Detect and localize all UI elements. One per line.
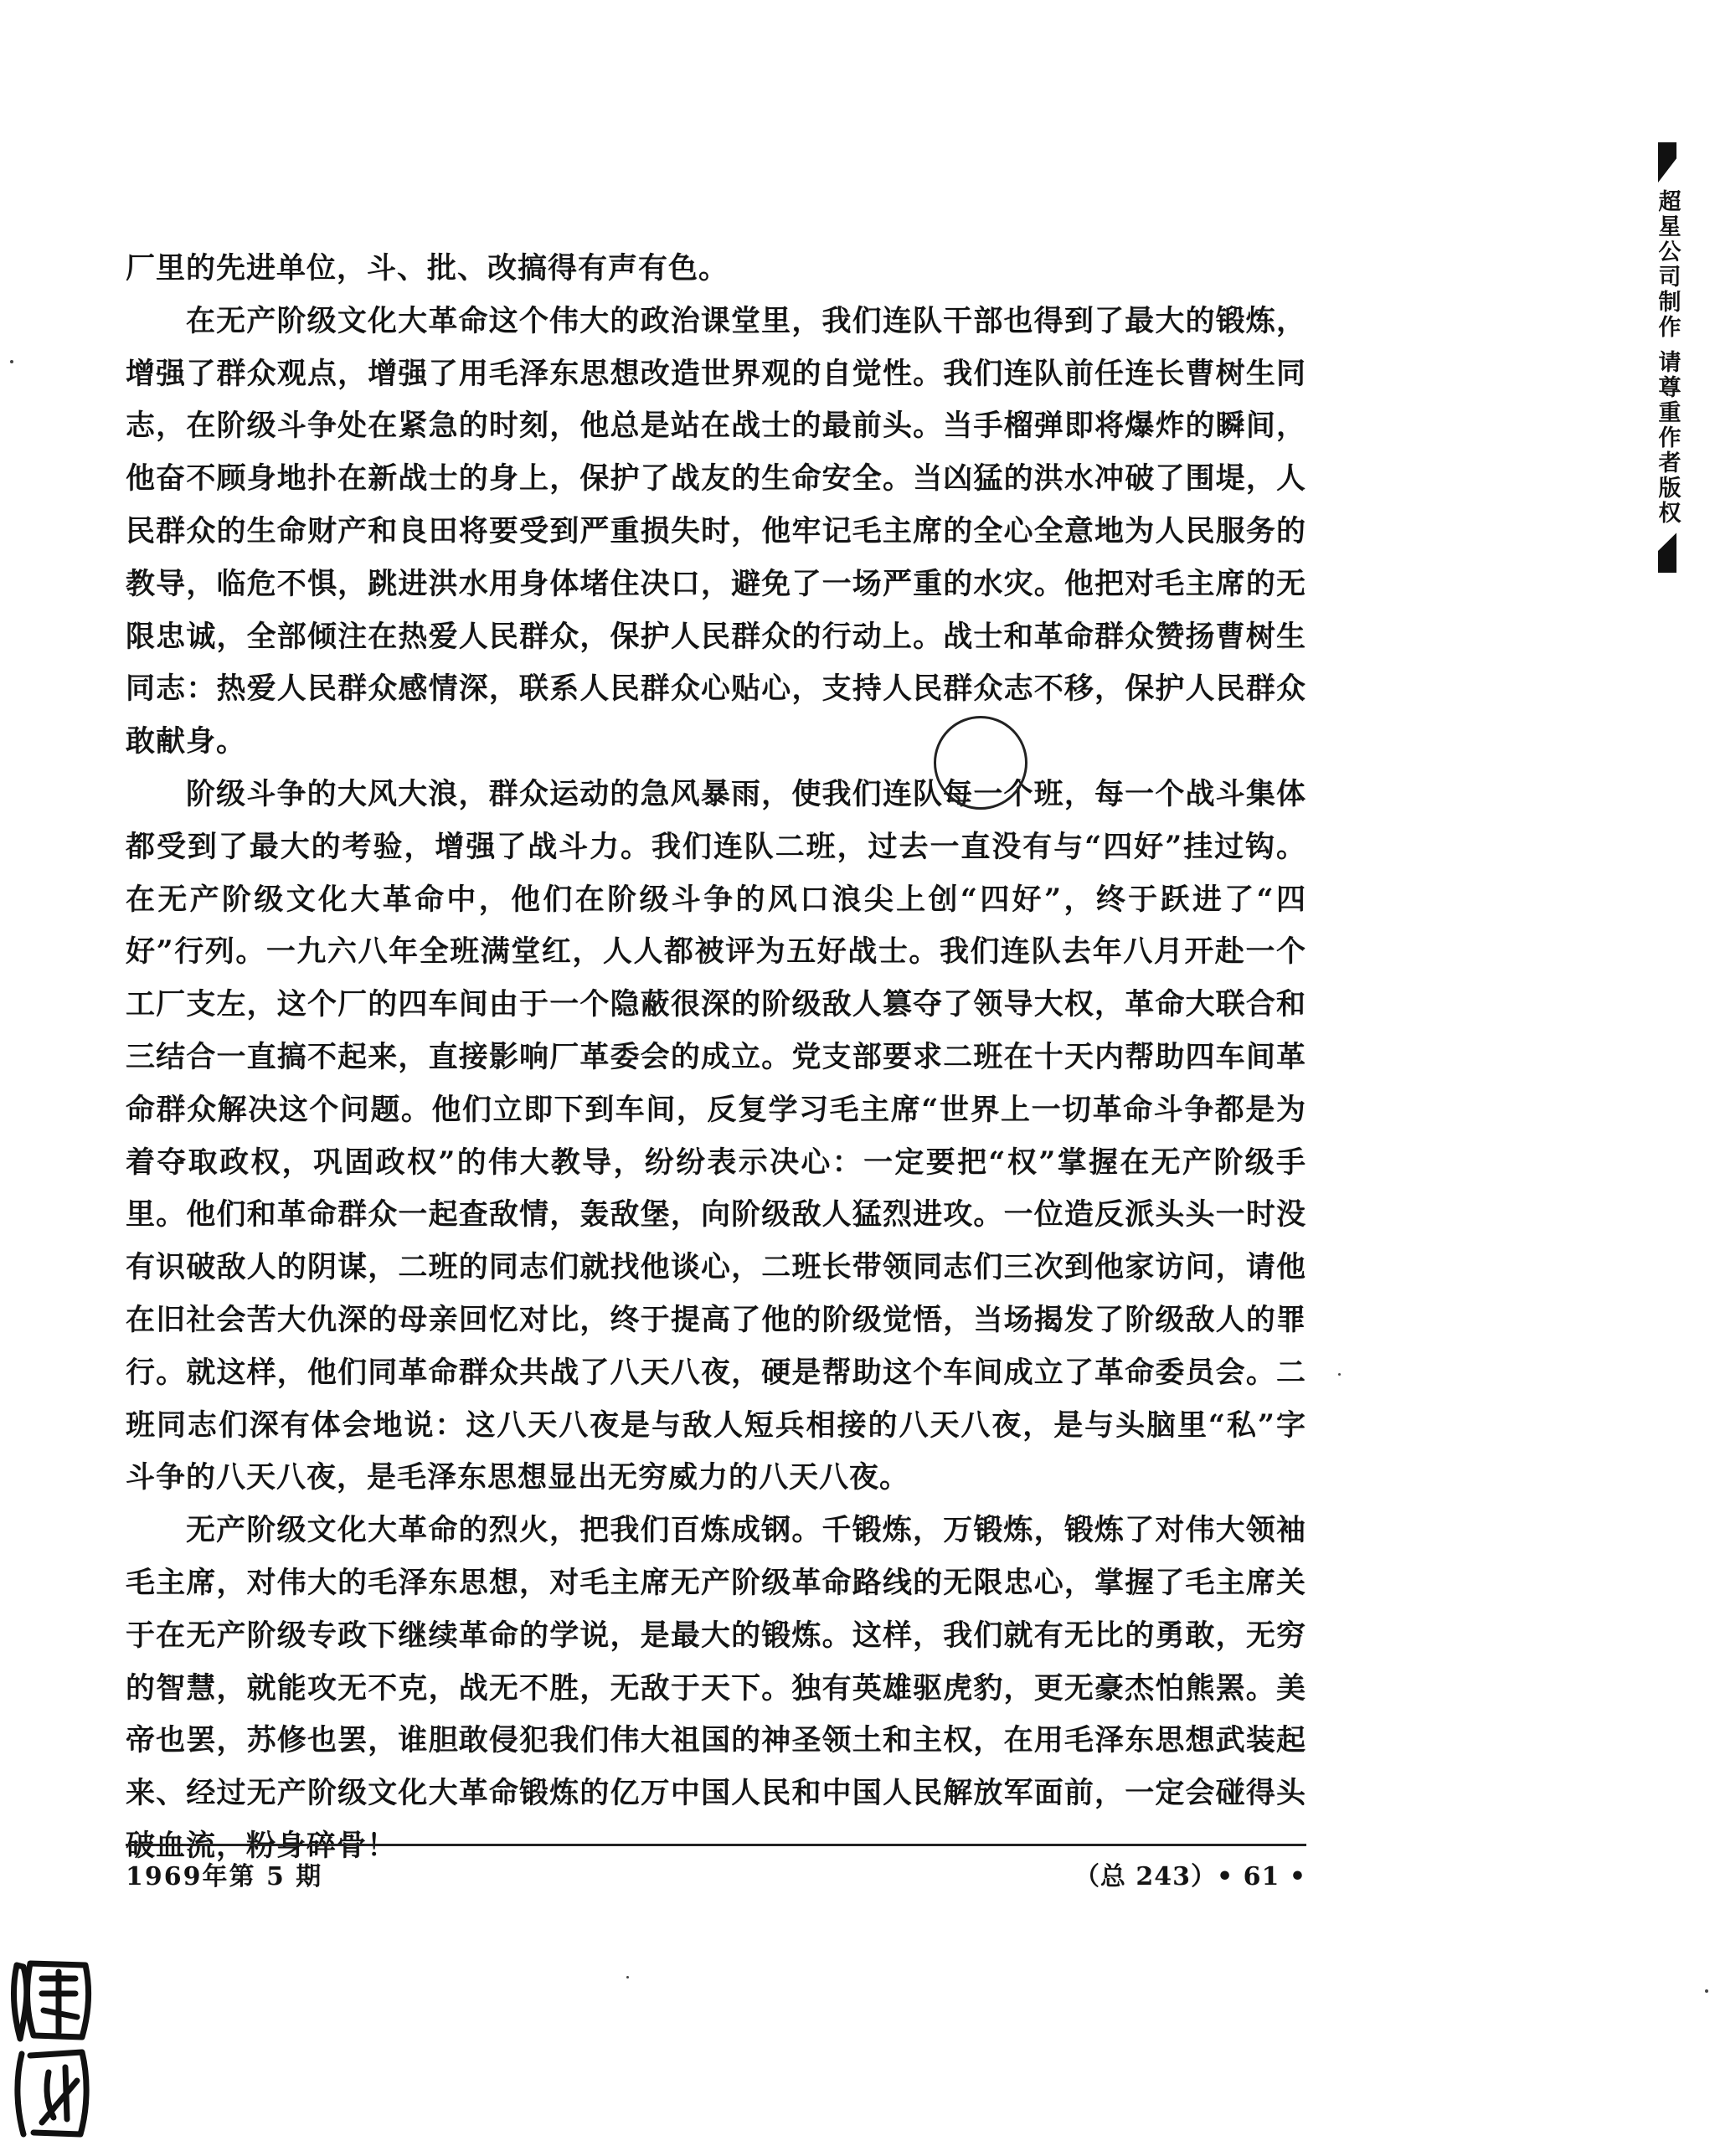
page-number: （总 243）• 61 • xyxy=(1074,1862,1306,1891)
strip-bar-bottom xyxy=(1658,533,1676,573)
ink-circle-mark xyxy=(934,716,1027,810)
text-run: 的伟大教导，纷纷表示决心：一定要把“权”掌握在无产阶级手里。他们和革命群众一起查敌情，轰敌堡，向阶级敌人猛烈进攻。一位造反派头头一时没有识破敌人的阴谋，二班的同志们就找他谈心，二班长带领同志们三次到他家访问，请他在旧社会苦大仇深的母亲回忆对比，终于提高了他的阶级觉悟，当场揭发了阶级敌人的罪行。就这样，他们同革命群众共战了八天八夜，硬是帮助这个车间成立了革命委员会。二班同志们深有体会地说：这八天八夜是与敌人短兵相接的八天八夜，是与头脑里“私”字斗争的八天八夜，是毛泽东思想显出无穷威力的八天八夜。 xyxy=(126,1145,1306,1495)
emphasis-quote: 独有英雄驱虎豹，更无豪杰怕熊罴。 xyxy=(791,1670,1276,1706)
emphasis-quote: “世界上一切革命斗争都是为着夺取政权，巩固政权” xyxy=(126,1092,1306,1180)
paragraph xyxy=(126,769,1306,1505)
paragraph xyxy=(126,296,1306,769)
strip-bar-top xyxy=(1658,142,1676,183)
text-run: 阶级斗争的大风大浪，群众运动的急风暴雨，使我们连队每一个班，每一个战斗集体都受到了最大的考验，增强了战斗力。我们连队二班，过去一直没有与“四好”挂过钩。在无产阶级文化大革命中，他们在阶级斗争的风口浪尖上创“四好”，终于跃进了“四好”行列。一九六八年全班满堂红，人人都被评为五好战士。我们连队去年八月开赴一个工厂支左，这个厂的四车间由于一个隐蔽很深的阶级敌人篡夺了领导大权，革命大联合和三结合一直搞不起来，直接影响厂革委会的成立。党支部要求二班在十天内帮助四车间革命群众解决这个问题。他们立即下到车间，反复学习毛主席 xyxy=(126,776,1306,1127)
emphasis-quote: 全心全意地为人民服务 xyxy=(973,513,1276,548)
text-run: 的教导，临危不惧，跳进洪水用身体堵住决口，避免了一场严重的水灾。他把对毛主席的无限忠诚，全部倾注在热爱人民群众，保护人民群众的行动上。战士和革命群众赞扬曹树生同志：热爱人民群众感情深，联系人民群众心贴心，支持人民群众志不移，保护人民群众敢献身。 xyxy=(126,513,1306,759)
scan-speck xyxy=(1705,1989,1708,1993)
seal-stamp-icon xyxy=(5,1955,99,2143)
paragraph xyxy=(126,243,1306,296)
text-run: 美帝也罢，苏修也罢，谁胆敢侵犯我们伟大祖国的神圣领土和主权，在用毛泽东思想武装起来、经过无产阶级文化大革命锻炼的亿万中国人民和中国人民解放军面前，一定会碰得头破血流，粉身碎骨！ xyxy=(126,1670,1306,1863)
text-run: 无产阶级文化大革命的烈火，把我们百炼成钢。千锻炼，万锻炼，锻炼了对伟大领袖毛主席，对伟大的毛泽东思想，对毛主席无产阶级革命路线的无限忠心，掌握了毛主席关于在无产阶级专政下继续革命的学说，是最大的锻炼。这样，我们就有无比的勇敢，无穷的智慧，就能攻无不克，战无不胜，无敌于天下。 xyxy=(126,1513,1306,1706)
scan-speck xyxy=(10,360,13,363)
issue-label: 1969年第 5 期 xyxy=(126,1862,323,1891)
text-run: 在无产阶级文化大革命这个伟大的政治课堂里，我们连队干部也得到了最大的锻炼，增强了群众观点，增强了用毛泽东思想改造世界观的自觉性。我们连队前任连长曹树生同志，在阶级斗争处在紧急的时刻，他总是站在战士的最前头。当手榴弹即将爆炸的瞬间，他奋不顾身地扑在新战士的身上，保护了战友的生命安全。当凶猛的洪水冲破了围堤，人民群众的生命财产和良田将要受到严重损失时，他牢记毛主席的 xyxy=(126,303,1306,548)
paragraph xyxy=(126,1505,1306,1873)
text-run: 厂里的先进单位，斗、批、改搞得有声有色。 xyxy=(126,251,729,286)
footer-rule xyxy=(126,1844,1306,1846)
copyright-notice: 超星公司制作 请尊重作者版权 xyxy=(1654,189,1681,527)
scan-speck xyxy=(626,1976,629,1978)
article-body xyxy=(126,243,1306,1873)
copyright-strip xyxy=(1655,142,1680,620)
scan-speck xyxy=(1338,1373,1341,1376)
